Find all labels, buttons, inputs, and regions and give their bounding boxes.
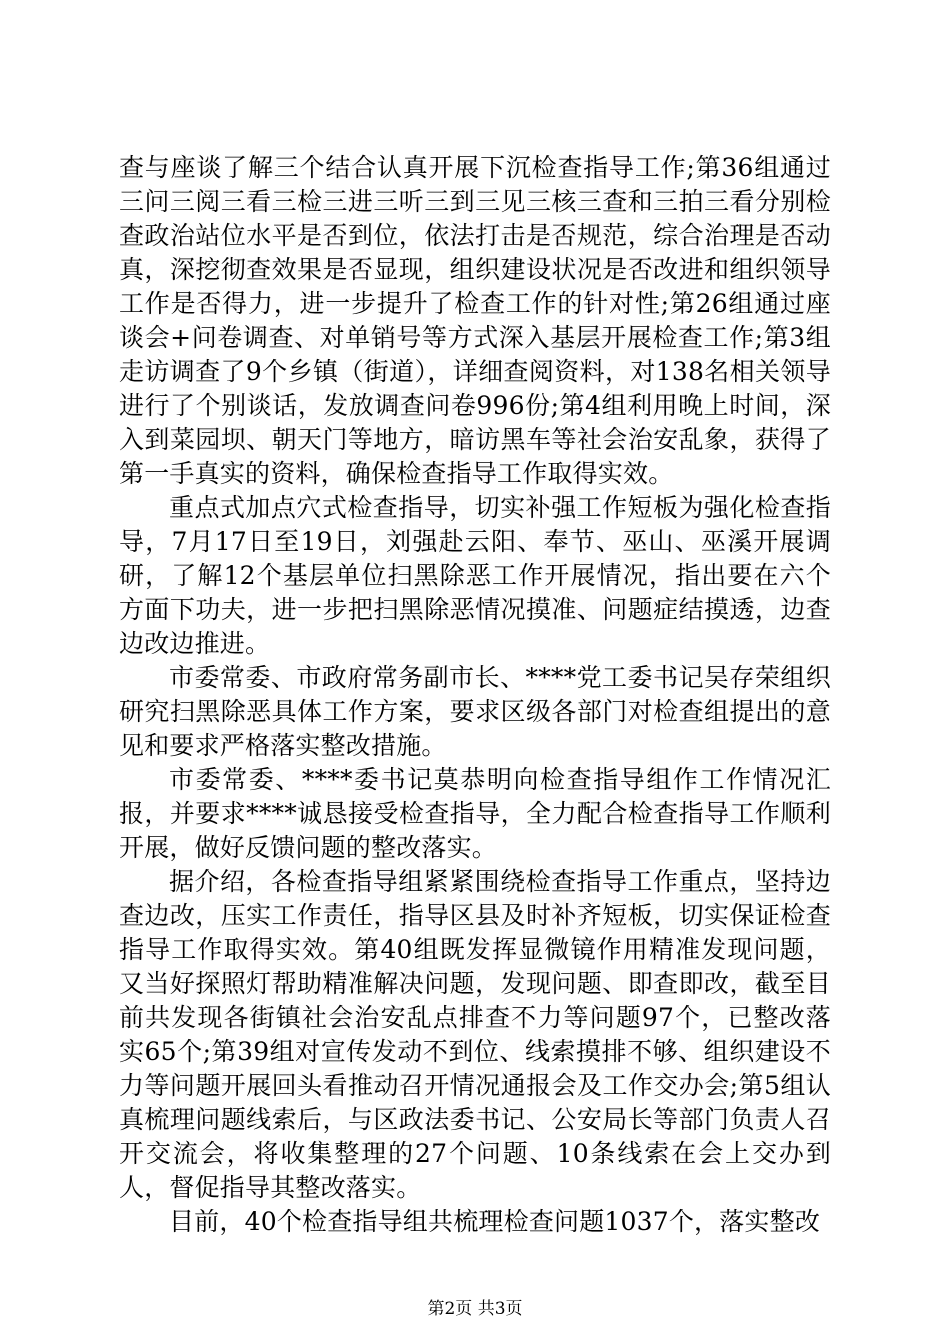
paragraph-standing-committee-mo: 市委常委、****委书记莫恭明向检查指导组作工作情况汇报，并要求****诚恳接受检查指导，全力配合检查指导工作顺利开展，做好反馈问题的整改落实。 [119,765,831,862]
paragraph-key-point-inspection: 重点式加点穴式检查指导，切实补强工作短板为强化检查指导，7月17日至19日，刘强赴云阳、奉节、巫山、巫溪开展调研，了解12个基层单位扫黑除恶工作开展情况，指出要在六个方面下功夫，进一步把扫黑除恶情况摸准、问题症结摸透，边查边改边推进。 [119,493,831,658]
paragraph-current-status: 目前，40个检查指导组共梳理检查问题1037个，落实整改 [169,1207,821,1236]
paragraph-continuation: 查与座谈了解三个结合认真开展下沉检查指导工作;第36组通过三问三阅三看三检三进三听三到三见三核三查和三拍三看分别检查政治站位水平是否到位，依法打击是否规范，综合治理是否动真，深挖彻查效果是否显现，组织建设状况是否改进和组织领导工作是否得力，进一步提升了检查工作的针对性;第26组通过座谈会+问卷调查、对单销号等方式深入基层开展检查工作;第3组走访调查了9个乡镇（街道），详细查阅资料，对138名相关领导进行了个别谈话，发放调查问卷996份;第4组利用晚上时间，深入到菜园坝、朝天门等地方，暗访黑车等社会治安乱象，获得了第一手真实的资料，确保检查指导工作取得实效。 [119,153,831,488]
page-footer: 第2页 共3页 [427,1299,523,1319]
paragraph-introduction: 据介绍，各检查指导组紧紧围绕检查指导工作重点，坚持边查边改，压实工作责任，指导区县及时补齐短板，切实保证检查指导工作取得实效。第40组既发挥显微镜作用精准发现问题，又当好探照灯帮助精准解决问题，发现问题、即查即改，截至目前共发现各街镇社会治安乱点排查不力等问题97个，已整改落实65个;第39组对宣传发动不到位、线索摸排不够、组织建设不力等问题开展回头看推动召开情况通报会及工作交办会;第5组认真梳理问题线索后，与区政法委书记、公安局长等部门负责人召开交流会，将收集整理的27个问题、10条线索在会上交办到人，督促指导其整改落实。 [119,867,831,1202]
document-body [119,151,831,1239]
paragraph-standing-committee-wu: 市委常委、市政府常务副市长、****党工委书记吴存荣组织研究扫黑除恶具体工作方案，要求区级各部门对检查组提出的意见和要求严格落实整改措施。 [119,663,831,760]
